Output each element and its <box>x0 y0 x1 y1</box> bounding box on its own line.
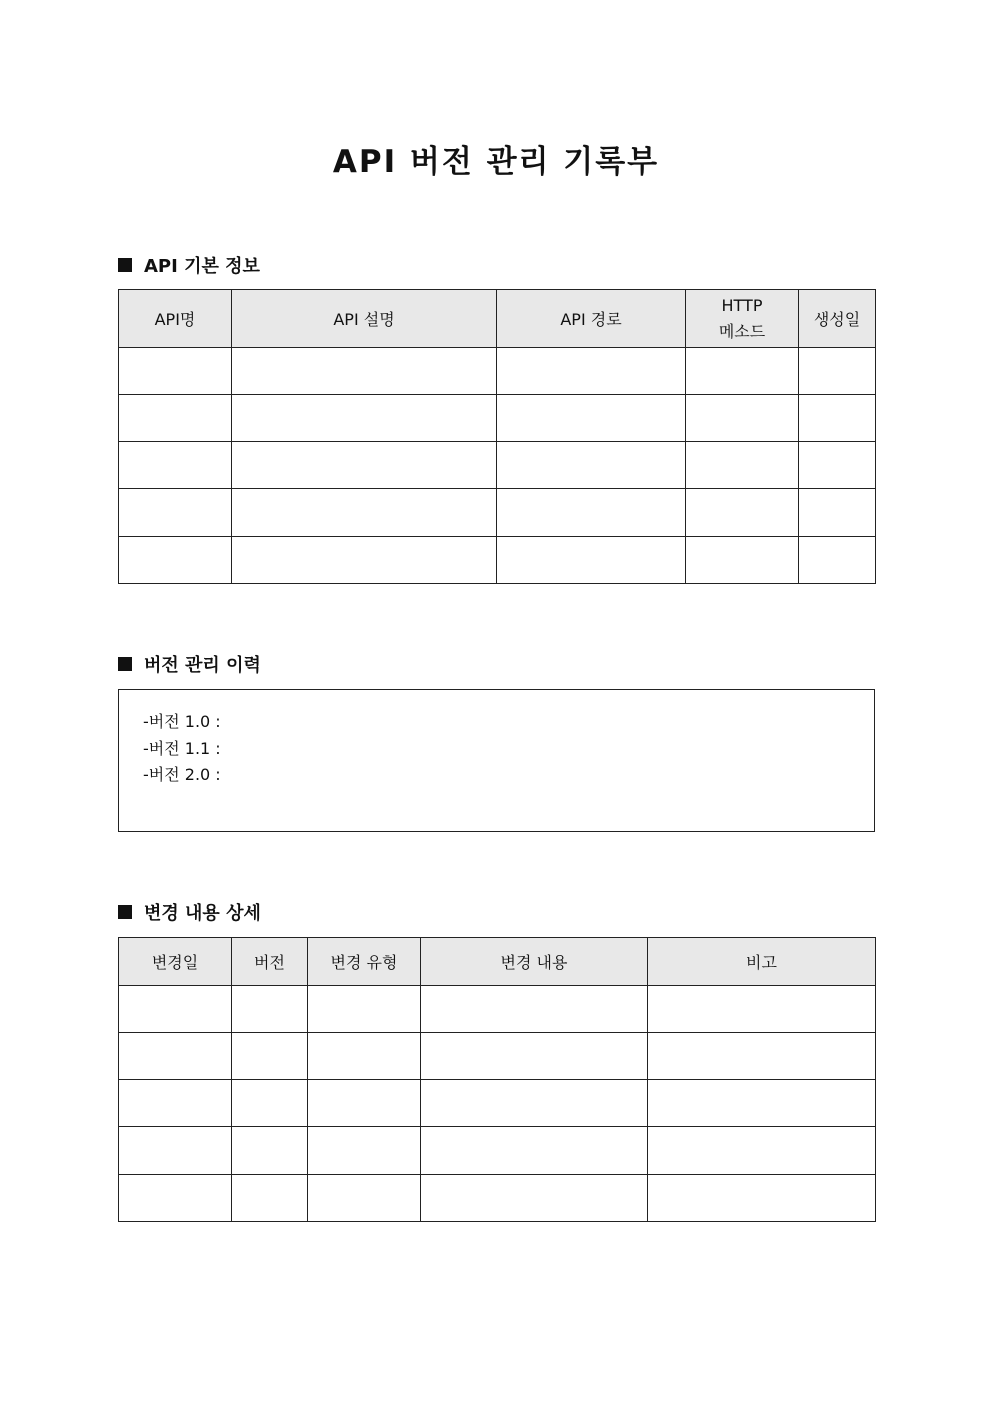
table-row <box>119 489 876 537</box>
change-details-table <box>118 937 876 1222</box>
version-entry-1-0: -버전 1.0 : <box>143 712 221 731</box>
section-heading-api-info <box>118 252 260 278</box>
table-row <box>119 537 876 584</box>
table-cell[interactable] <box>232 1033 308 1080</box>
table-cell[interactable] <box>232 1175 308 1222</box>
section-heading-label: 버전 관리 이력 <box>144 655 261 676</box>
table-cell[interactable] <box>648 1175 876 1222</box>
table-cell[interactable] <box>497 395 686 442</box>
table-cell[interactable] <box>232 489 497 537</box>
table-cell[interactable] <box>119 1080 232 1127</box>
table-cell[interactable] <box>232 1080 308 1127</box>
table-cell[interactable] <box>686 442 799 489</box>
column-header-change-date: 변경일 <box>119 938 232 986</box>
table-row <box>119 1175 876 1222</box>
table-cell[interactable] <box>421 1033 648 1080</box>
column-header-http-line: HTTP <box>721 295 763 315</box>
page-title: API 버전 관리 기록부 <box>332 144 660 180</box>
table-cell[interactable] <box>686 395 799 442</box>
table-cell[interactable] <box>232 537 497 584</box>
version-entry-1-1: -버전 1.1 : <box>143 738 221 758</box>
table-cell[interactable] <box>308 986 421 1033</box>
table-cell[interactable] <box>308 1127 421 1175</box>
table-cell[interactable] <box>686 489 799 537</box>
table-cell[interactable] <box>119 489 232 537</box>
table-cell[interactable] <box>799 348 876 395</box>
table-cell[interactable] <box>497 348 686 395</box>
table-cell[interactable] <box>119 537 232 584</box>
api-info-table <box>118 289 876 584</box>
table-row <box>119 986 876 1033</box>
table-cell[interactable] <box>799 442 876 489</box>
table-cell[interactable] <box>119 395 232 442</box>
column-header-remarks: 비고 <box>648 938 876 986</box>
table-cell[interactable] <box>799 395 876 442</box>
table-cell[interactable] <box>232 1127 308 1175</box>
table-cell[interactable] <box>648 986 876 1033</box>
table-row <box>119 442 876 489</box>
column-header-http-method <box>686 290 799 348</box>
square-bullet-icon <box>118 657 132 671</box>
table-row <box>119 1080 876 1127</box>
table-cell[interactable] <box>497 489 686 537</box>
table-cell[interactable] <box>421 1080 648 1127</box>
section-heading-change-details <box>118 899 261 925</box>
version-history-box[interactable] <box>118 689 875 832</box>
table-header-row <box>119 938 876 986</box>
table-cell[interactable] <box>308 1080 421 1127</box>
section-heading-label: 변경 내용 상세 <box>144 903 261 924</box>
column-header-method-line: 메소드 <box>718 321 766 341</box>
table-row <box>119 348 876 395</box>
table-cell[interactable] <box>119 348 232 395</box>
table-cell[interactable] <box>232 348 497 395</box>
table-cell[interactable] <box>648 1127 876 1175</box>
column-header-api-description: API 설명 <box>232 290 497 348</box>
table-cell[interactable] <box>119 442 232 489</box>
table-cell[interactable] <box>119 1033 232 1080</box>
table-cell[interactable] <box>421 986 648 1033</box>
table-cell[interactable] <box>119 986 232 1033</box>
table-cell[interactable] <box>232 395 497 442</box>
table-cell[interactable] <box>119 1127 232 1175</box>
table-cell[interactable] <box>648 1080 876 1127</box>
table-cell[interactable] <box>648 1033 876 1080</box>
section-heading-version-history <box>118 651 261 677</box>
section-heading-label: API 기본 정보 <box>144 256 260 277</box>
table-cell[interactable] <box>308 1033 421 1080</box>
column-header-created-date: 생성일 <box>799 290 876 348</box>
table-cell[interactable] <box>232 986 308 1033</box>
table-cell[interactable] <box>119 1175 232 1222</box>
table-cell[interactable] <box>799 489 876 537</box>
version-entry-2-0: -버전 2.0 : <box>143 765 221 784</box>
square-bullet-icon <box>118 905 132 919</box>
table-cell[interactable] <box>421 1127 648 1175</box>
column-header-version: 버전 <box>232 938 308 986</box>
table-cell[interactable] <box>686 537 799 584</box>
table-cell[interactable] <box>421 1175 648 1222</box>
table-cell[interactable] <box>497 537 686 584</box>
table-cell[interactable] <box>686 348 799 395</box>
table-cell[interactable] <box>497 442 686 489</box>
version-history-list <box>119 690 874 789</box>
column-header-change-content: 변경 내용 <box>421 938 648 986</box>
column-header-api-name: API명 <box>119 290 232 348</box>
column-header-change-type: 변경 유형 <box>308 938 421 986</box>
table-cell[interactable] <box>308 1175 421 1222</box>
table-cell[interactable] <box>232 442 497 489</box>
table-row <box>119 1127 876 1175</box>
table-cell[interactable] <box>799 537 876 584</box>
square-bullet-icon <box>118 258 132 272</box>
column-header-api-path: API 경로 <box>497 290 686 348</box>
table-row <box>119 1033 876 1080</box>
table-header-row <box>119 290 876 348</box>
table-row <box>119 395 876 442</box>
